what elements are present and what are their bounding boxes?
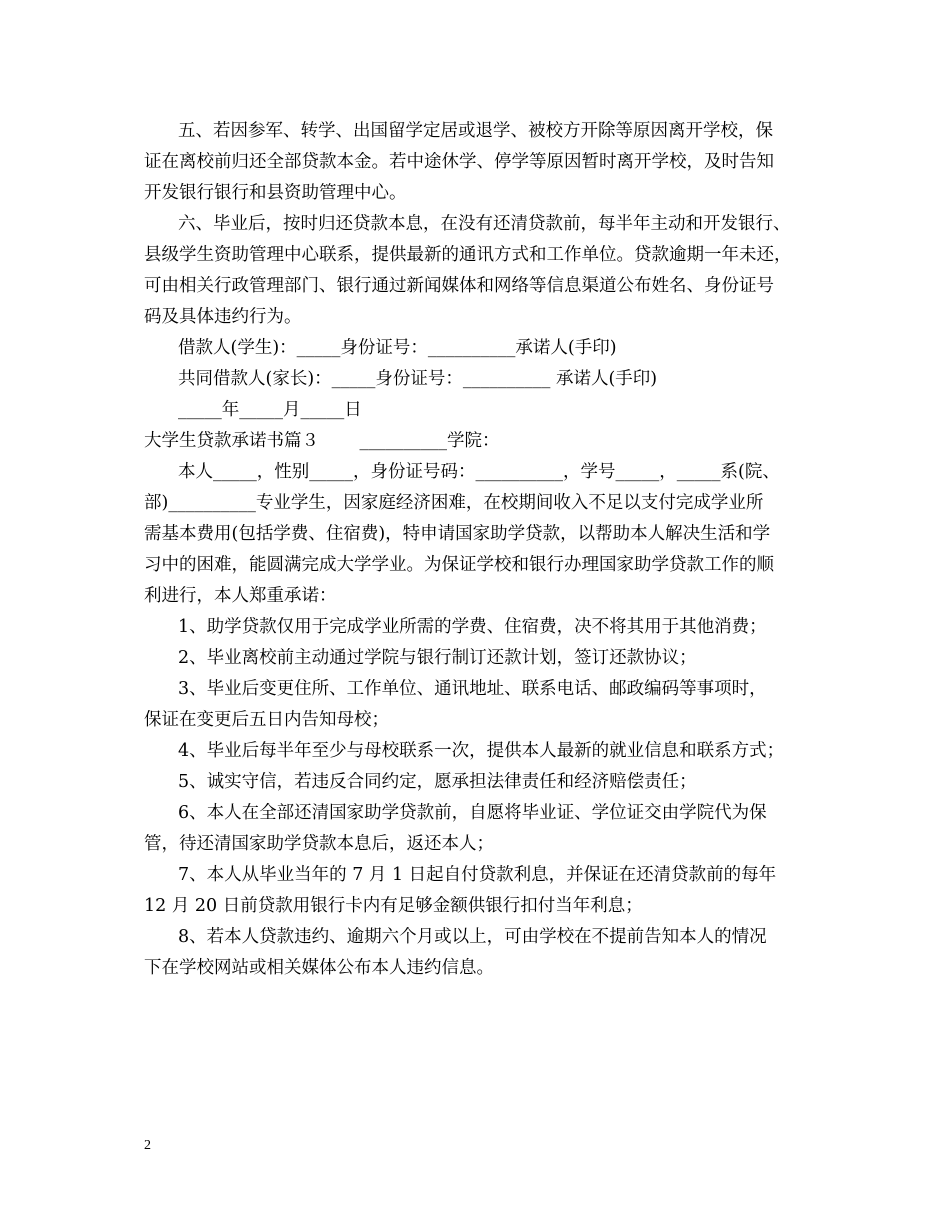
text-line: 习中的困难，能圆满完成大学学业。为保证学校和银行办理国家助学贷款工作的顺 xyxy=(144,555,774,575)
text-line: 1、助学贷款仅用于完成学业所需的学费、住宿费，决不将其用于其他消费； xyxy=(178,617,767,637)
text-line: 大学生贷款承诺书篇３ __________学院： xyxy=(144,431,500,451)
text-line: 五、若因参军、转学、出国留学定居或退学、被校方开除等原因离开学校，保 xyxy=(178,121,773,141)
text-line: 证在离校前归还全部贷款本金。若中途休学、停学等原因暂时离开学校，及时告知 xyxy=(144,152,774,172)
text-line: 12 月 20 日前贷款用银行卡内有足够金额供银行扣付当年利息； xyxy=(144,896,643,916)
text-line: 7、本人从毕业当年的 7 月 1 日起自付贷款利息，并保证在还清贷款前的每年 xyxy=(178,865,777,885)
page-number: 2 xyxy=(144,1138,151,1153)
text-line: 下在学校网站或相关媒体公布本人违约信息。 xyxy=(144,958,494,978)
text-line: 4、毕业后每半年至少与母校联系一次，提供本人最新的就业信息和联系方式； xyxy=(178,741,785,761)
text-line: 5、诚实守信，若违反合同约定，愿承担法律责任和经济赔偿责任； xyxy=(178,772,697,792)
text-line: _____年_____月_____日 xyxy=(178,400,362,420)
text-line: 码及具体违约行为。 xyxy=(144,307,302,327)
text-line: 可由相关行政管理部门、银行通过新闻媒体和网络等信息渠道公布姓名、身份证号 xyxy=(144,276,774,296)
text-line: 管，待还清国家助学贷款本息后，返还本人； xyxy=(144,834,494,854)
text-line: 县级学生资助管理中心联系，提供最新的通讯方式和工作单位。贷款逾期一年未还， xyxy=(144,245,792,265)
text-line: 8、若本人贷款违约、逾期六个月或以上，可由学校在不提前告知本人的情况 xyxy=(178,927,767,947)
text-line: 保证在变更后五日内告知母校； xyxy=(144,710,389,730)
text-line: 六、毕业后，按时归还贷款本息，在没有还清贷款前，每半年主动和开发银行、 xyxy=(178,214,791,234)
text-line: 共同借款人(家长)：_____身份证号：__________ 承诺人(手印) xyxy=(178,369,658,389)
document-body xyxy=(144,116,814,984)
text-line: 2、毕业离校前主动通过学院与银行制订还款计划，签订还款协议； xyxy=(178,648,697,668)
text-line: 借款人(学生)：_____身份证号：__________承诺人(手印) xyxy=(178,338,617,358)
text-line: 本人_____，性别_____，身份证号码：__________，学号_____，_____系(院、 xyxy=(178,462,780,482)
text-line: 6、本人在全部还清国家助学贷款前，自愿将毕业证、学位证交由学院代为保 xyxy=(178,803,767,823)
text-line: 需基本费用(包括学费、住宿费)，特申请国家助学贷款，以帮助本人解决生活和学 xyxy=(144,524,771,544)
text-line: 部)__________专业学生，因家庭经济困难，在校期间收入不足以支付完成学业所 xyxy=(144,493,764,513)
text-line: 开发银行银行和县资助管理中心。 xyxy=(144,183,407,203)
text-line: 3、毕业后变更住所、工作单位、通讯地址、联系电话、邮政编码等事项时， xyxy=(178,679,767,699)
text-line: 利进行，本人郑重承诺： xyxy=(144,586,337,606)
